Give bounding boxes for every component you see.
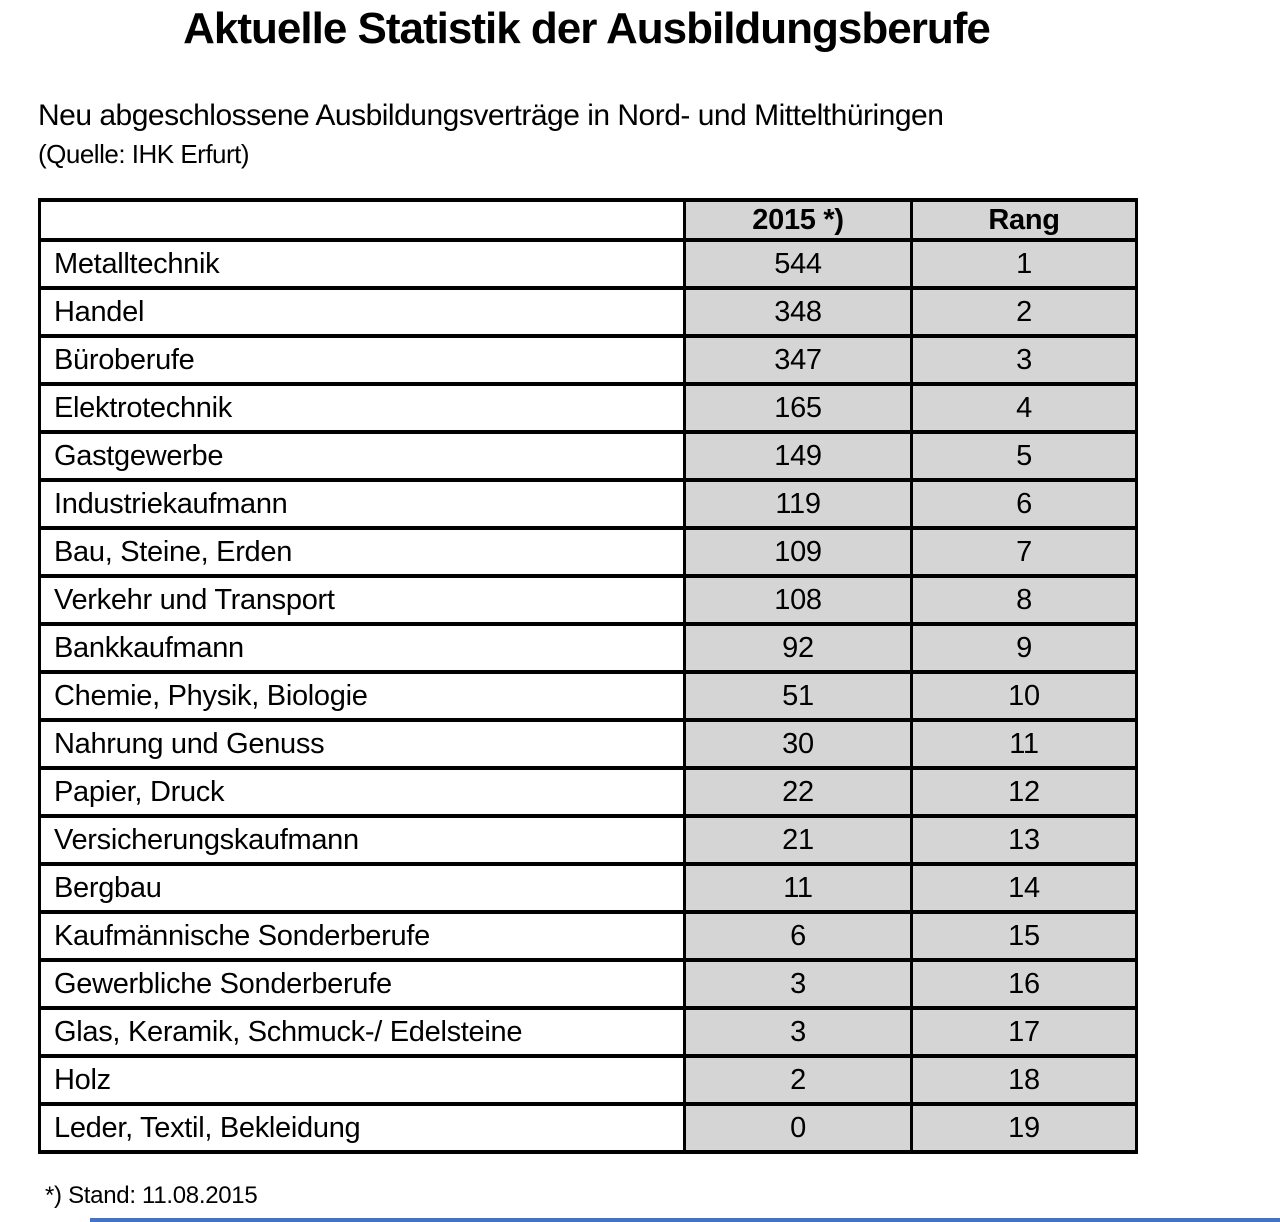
category-cell: Kaufmännische Sonderberufe — [40, 912, 685, 960]
category-cell: Industriekaufmann — [40, 480, 685, 528]
col-header-rang: Rang — [912, 200, 1137, 240]
rank-cell: 9 — [912, 624, 1137, 672]
rank-cell: 12 — [912, 768, 1137, 816]
table-row — [40, 1008, 1137, 1056]
statistics-table — [38, 198, 1138, 1154]
table-row — [40, 480, 1137, 528]
rank-cell: 6 — [912, 480, 1137, 528]
table-header-row — [40, 200, 1137, 240]
value-cell-2015: 22 — [685, 768, 912, 816]
table-row — [40, 768, 1137, 816]
table-row — [40, 960, 1137, 1008]
value-cell-2015: 348 — [685, 288, 912, 336]
value-cell-2015: 21 — [685, 816, 912, 864]
table-row — [40, 576, 1137, 624]
table-row — [40, 672, 1137, 720]
category-cell: Leder, Textil, Bekleidung — [40, 1104, 685, 1152]
value-cell-2015: 0 — [685, 1104, 912, 1152]
table-row — [40, 624, 1137, 672]
rank-cell: 4 — [912, 384, 1137, 432]
rank-cell: 18 — [912, 1056, 1137, 1104]
value-cell-2015: 119 — [685, 480, 912, 528]
table-row — [40, 384, 1137, 432]
value-cell-2015: 30 — [685, 720, 912, 768]
rank-cell: 8 — [912, 576, 1137, 624]
category-cell: Chemie, Physik, Biologie — [40, 672, 685, 720]
category-cell: Büroberufe — [40, 336, 685, 384]
page-subtitle: Neu abgeschlossene Ausbildungsverträge in Nord- und Mittelthüringen — [38, 99, 944, 132]
rank-cell: 13 — [912, 816, 1137, 864]
rank-cell: 7 — [912, 528, 1137, 576]
category-cell: Handel — [40, 288, 685, 336]
page-title: Aktuelle Statistik der Ausbildungsberufe — [183, 4, 990, 53]
table-row — [40, 864, 1137, 912]
table-row — [40, 720, 1137, 768]
rank-cell: 10 — [912, 672, 1137, 720]
category-cell: Glas, Keramik, Schmuck-/ Edelsteine — [40, 1008, 685, 1056]
table-row — [40, 432, 1137, 480]
category-cell: Elektrotechnik — [40, 384, 685, 432]
value-cell-2015: 165 — [685, 384, 912, 432]
category-cell: Papier, Druck — [40, 768, 685, 816]
rank-cell: 1 — [912, 240, 1137, 288]
rank-cell: 5 — [912, 432, 1137, 480]
table-row — [40, 912, 1137, 960]
category-cell: Nahrung und Genuss — [40, 720, 685, 768]
table-row — [40, 1104, 1137, 1152]
value-cell-2015: 92 — [685, 624, 912, 672]
value-cell-2015: 3 — [685, 960, 912, 1008]
category-cell: Gastgewerbe — [40, 432, 685, 480]
table-body — [40, 240, 1137, 1152]
rank-cell: 2 — [912, 288, 1137, 336]
category-cell: Verkehr und Transport — [40, 576, 685, 624]
table-row — [40, 336, 1137, 384]
rank-cell: 14 — [912, 864, 1137, 912]
category-cell: Versicherungskaufmann — [40, 816, 685, 864]
bottom-accent-line — [90, 1218, 1280, 1222]
source-line: (Quelle: IHK Erfurt) — [38, 139, 250, 169]
table-row — [40, 816, 1137, 864]
rank-cell: 15 — [912, 912, 1137, 960]
value-cell-2015: 347 — [685, 336, 912, 384]
category-cell: Metalltechnik — [40, 240, 685, 288]
category-cell: Holz — [40, 1056, 685, 1104]
rank-cell: 17 — [912, 1008, 1137, 1056]
category-cell: Bankkaufmann — [40, 624, 685, 672]
value-cell-2015: 11 — [685, 864, 912, 912]
rank-cell: 11 — [912, 720, 1137, 768]
rank-cell: 19 — [912, 1104, 1137, 1152]
table-row — [40, 240, 1137, 288]
category-cell: Bau, Steine, Erden — [40, 528, 685, 576]
value-cell-2015: 544 — [685, 240, 912, 288]
value-cell-2015: 51 — [685, 672, 912, 720]
footnote: *) Stand: 11.08.2015 — [45, 1182, 258, 1209]
col-header-category — [40, 200, 685, 240]
value-cell-2015: 109 — [685, 528, 912, 576]
rank-cell: 16 — [912, 960, 1137, 1008]
table-row — [40, 288, 1137, 336]
col-header-2015: 2015 *) — [685, 200, 912, 240]
category-cell: Gewerbliche Sonderberufe — [40, 960, 685, 1008]
value-cell-2015: 6 — [685, 912, 912, 960]
table-row — [40, 1056, 1137, 1104]
value-cell-2015: 108 — [685, 576, 912, 624]
value-cell-2015: 3 — [685, 1008, 912, 1056]
category-cell: Bergbau — [40, 864, 685, 912]
table-row — [40, 528, 1137, 576]
value-cell-2015: 2 — [685, 1056, 912, 1104]
rank-cell: 3 — [912, 336, 1137, 384]
value-cell-2015: 149 — [685, 432, 912, 480]
